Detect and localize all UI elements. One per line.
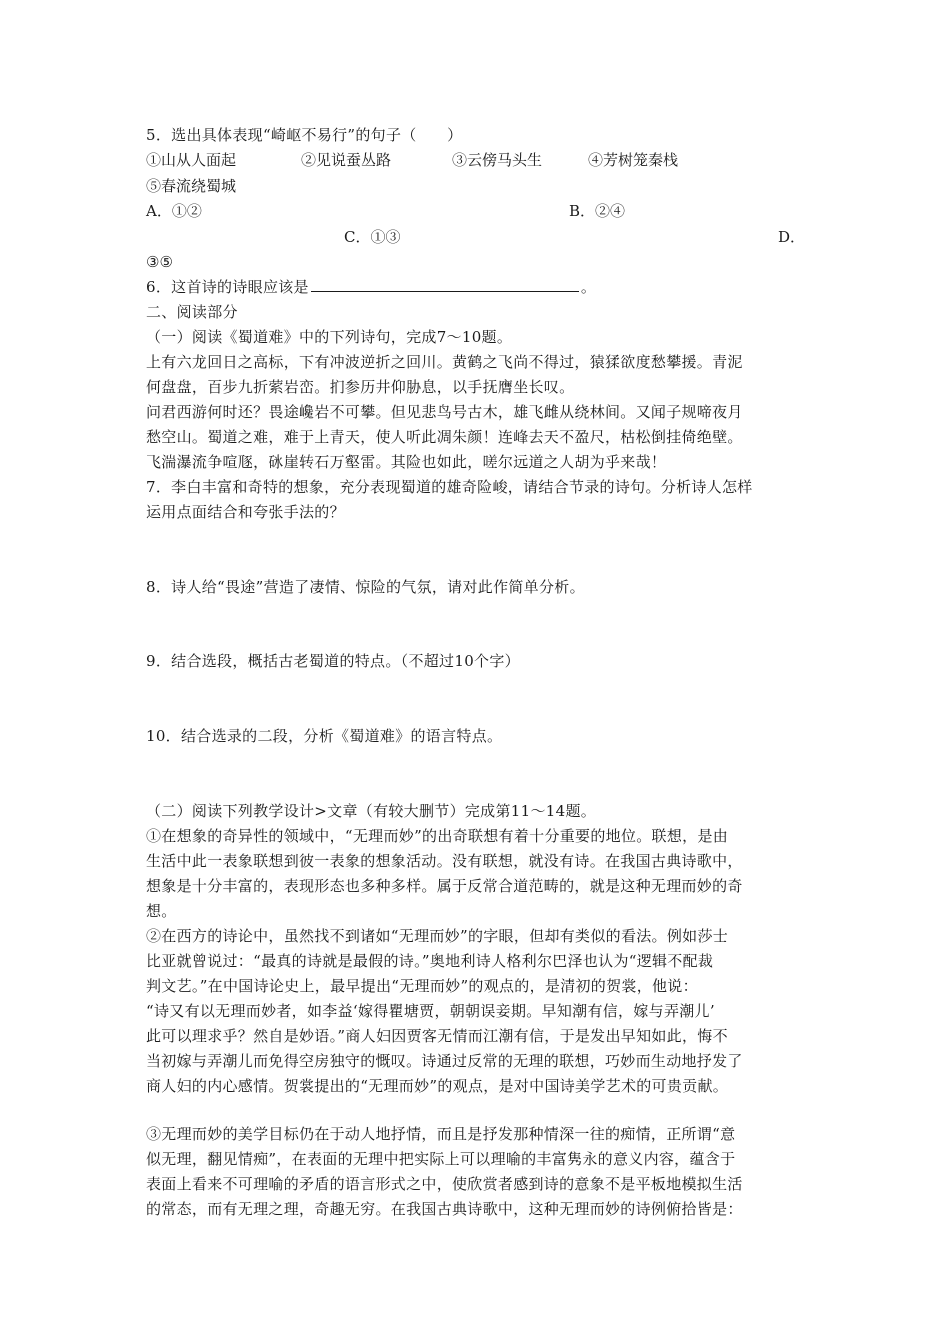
question-8: 8．诗人给“畏途”营造了凄情、惊险的气氛，请对此作简单分析。 [146,578,585,596]
paragraph-3-line-4: 的常态，而有无理之理，奇趣无穷。在我国古典诗歌中，这种无理而妙的诗例俯拾皆是： [146,1200,743,1218]
paragraph-2-line-6: 当初嫁与弄潮儿而免得空房独守的慨叹。诗通过反常的无理的联想，巧妙而生动地抒发了 [146,1052,743,1070]
q5-option-b: B．②④ [569,202,626,220]
poem-line-5: 飞湍瀑流争喧豗，砯崖转石万壑雷。其险也如此，嗟尔远道之人胡为乎来哉！ [146,453,667,471]
question-6-suffix: 。 [580,278,597,296]
section-2-title: 二、阅读部分 [146,303,238,321]
question-9: 9．结合选段，概括古老蜀道的特点。（不超过10个字） [146,652,520,670]
q5-item-2: ②见说蚕丛路 [301,151,392,169]
question-7-line-1: 7．李白丰富和奇特的想象，充分表现蜀道的雄奇险峻，请结合节录的诗句。分析诗人怎样 [146,478,753,496]
paragraph-2-line-4: “诗又有以无理而妙者，如李益‘嫁得瞿塘贾，朝朝误妾期。早知潮有信，嫁与弄潮儿’ [146,1002,715,1020]
q5-item-4: ④芳树笼秦栈 [588,151,679,169]
paragraph-2-line-5: 此可以理求乎？然自是妙语。”商人妇因贾客无情而江潮有信，于是发出早知如此，悔不 [146,1027,728,1045]
paragraph-2-line-7: 商人妇的内心感情。贺裳提出的“无理而妙”的观点，是对中国诗美学艺术的可贵贡献。 [146,1077,729,1095]
q5-option-d: D． [778,228,806,246]
q5-option-c: C．①③ [344,228,401,246]
paragraph-1-line-1: ①在想象的奇异性的领域中，“无理而妙”的出奇联想有着十分重要的地位。联想，是由 [146,827,729,845]
question-7-line-2: 运用点面结合和夸张手法的？ [146,503,345,521]
part-2-intro: （二）阅读下列教学设计>文章（有较大删节）完成第11～14题。 [146,802,597,820]
q5-item-3: ③云傍马头生 [452,151,543,169]
paragraph-3-line-1: ③无理而妙的美学目标仍在于动人地抒情，而且是抒发那种情深一往的痴情，正所谓“意 [146,1125,736,1143]
question-6 [146,277,596,297]
q5-option-d-continued: ③⑤ [146,253,173,271]
q5-item-5: ⑤春流绕蜀城 [146,177,237,195]
poem-line-4: 愁空山。蜀道之难，难于上青天，使人听此凋朱颜！连峰去天不盈尺，枯松倒挂倚绝壁。 [146,428,743,446]
paragraph-3-line-3: 表面上看来不可理喻的矛盾的语言形式之中，使欣赏者感到诗的意象不是平板地模拟生活 [146,1175,743,1193]
q5-option-a: A．①② [146,202,202,220]
answer-blank-line[interactable] [311,277,579,292]
paragraph-3-line-2: 似无理，翻见情痴”，在表面的无理中把实际上可以理喻的丰富隽永的意义内容，蕴含于 [146,1150,736,1168]
q5-item-1: ①山从人面起 [146,151,237,169]
poem-line-1: 上有六龙回日之高标，下有冲波逆折之回川。黄鹤之飞尚不得过，猿猱欲度愁攀援。青泥 [146,353,743,371]
part-1-intro: （一）阅读《蜀道难》中的下列诗句，完成7～10题。 [146,328,513,346]
question-10: 10．结合选录的二段，分析《蜀道难》的语言特点。 [146,727,503,745]
paragraph-1-line-2: 生活中此一表象联想到彼一表象的想象活动。没有联想，就没有诗。在我国古典诗歌中， [146,852,743,870]
poem-line-3: 问君西游何时还？畏途巉岩不可攀。但见悲鸟号古木，雄飞雌从绕林间。又闻子规啼夜月 [146,403,743,421]
question-5-stem: 5．选出具体表现“崎岖不易行”的句子（ ） [146,126,463,144]
poem-line-2: 何盘盘，百步九折萦岩峦。扪参历井仰胁息，以手抚膺坐长叹。 [146,378,575,396]
paragraph-2-line-1: ②在西方的诗论中，虽然找不到诸如“无理而妙”的字眼，但却有类似的看法。例如莎士 [146,927,729,945]
question-6-prefix: 6．这首诗的诗眼应该是 [146,278,309,296]
paragraph-1-line-4: 想。 [146,902,177,920]
paragraph-2-line-3: 判文艺。”在中国诗论史上，最早提出“无理而妙”的观点的，是清初的贺裳，他说： [146,977,698,995]
paragraph-1-line-3: 想象是十分丰富的，表现形态也多种多样。属于反常合道范畴的，就是这种无理而妙的奇 [146,877,743,895]
paragraph-2-line-2: 比亚就曾说过：“最真的诗就是最假的诗。”奥地利诗人格利尔巴泽也认为“逻辑不配裁 [146,952,714,970]
